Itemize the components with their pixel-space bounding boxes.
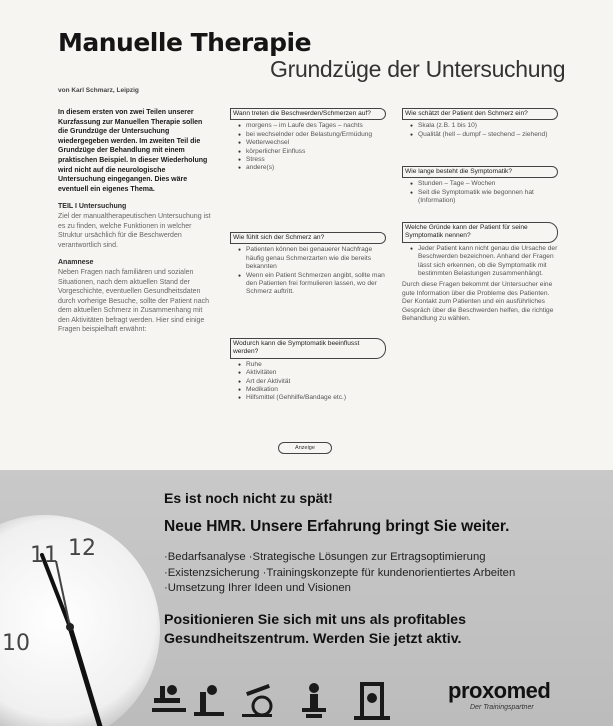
question-box-duration xyxy=(402,166,558,206)
answer-list xyxy=(402,245,558,279)
list-item: ● morgens – im Laufe des Tages – nachts xyxy=(240,122,386,130)
cta-line: Gesundheitszentrum. Werden Sie jetzt aktiv. xyxy=(164,631,462,647)
anamnese-paragraph: Neben Fragen nach familiären und sozialen Situationen, nach dem aktuellen Stand der Vorgeschichte, eventuellen Gesundheitsdaten durch vorherige Besuche, sollte der Patient nach dem aktuellen Schmerz in Zusammenhang mit den Aktivitäten befragt werden. Hier sind einige Fragen beispielhaft erwähnt: xyxy=(58,268,209,334)
cta-line: Positionieren Sie sich mit uns als profitables xyxy=(164,612,466,628)
question-label: Wie schätzt der Patient den Schmerz ein? xyxy=(402,108,558,120)
question-box-influence xyxy=(230,338,386,403)
proxomed-advertisement[interactable] xyxy=(0,470,613,726)
list-item: ● bei wechselnder oder Belastung/Ermüdung xyxy=(240,131,386,139)
question-label: Wie lange besteht die Symptomatik? xyxy=(402,166,558,178)
clock-number-12: 12 xyxy=(68,536,96,561)
answer-list xyxy=(230,361,386,403)
list-item: ● Aktivitäten xyxy=(240,369,386,377)
list-item: ● andere(s) xyxy=(240,164,386,172)
question-box-feel xyxy=(230,232,386,297)
answer-list xyxy=(230,122,386,172)
article-subtitle: Grundzüge der Untersuchung xyxy=(270,56,566,82)
list-item: ● Medikation xyxy=(240,386,386,394)
question-label: Wann treten die Beschwerden/Schmerzen auf? xyxy=(230,108,386,120)
article-byline: von Karl Schmarz, Leipzig xyxy=(58,87,139,94)
question-label: Wie fühlt sich der Schmerz an? xyxy=(230,232,386,244)
proxomed-slogan: Der Trainingspartner xyxy=(470,704,534,711)
anamnese-heading: Anamnese xyxy=(58,259,94,267)
answer-list xyxy=(402,122,558,139)
article-title: Manuelle Therapie xyxy=(58,28,312,57)
list-item: ● Qualität (hell – dumpf – stechend – ziehend) xyxy=(412,131,558,139)
intro-paragraph: In diesem ersten von zwei Teilen unserer Kurzfassung zur Manuellen Therapie sollen die Grundzüge der Untersuchung wiedergegeben werden. Im zweiten Teil die Grundzüge der Behandlung mit einem praktischen Beispiel. In dieser Wiederholung wird nicht auf die neurologische Untersuchung eingegangen. Dies wäre eventuell ein eigenes Thema. xyxy=(58,109,208,193)
ad-bullet: ·Existenzsicherung ·Trainingskonzepte für kundenorientiertes Arbeiten xyxy=(164,566,516,579)
question-label: Welche Gründe kann der Patient für seine Symptomatik nennen? xyxy=(402,222,558,243)
ad-subheadline: Neue HMR. Unsere Erfahrung bringt Sie weiter. xyxy=(164,518,510,535)
list-item: ● Patienten können bei genauerer Nachfrage häufig genau Schmerzarten wie die bereits bekannten xyxy=(240,246,386,271)
part-heading: TEIL I Untersuchung xyxy=(58,203,127,211)
closing-paragraph: Durch diese Fragen bekommt der Untersucher eine gute Information über die Probleme des Patienten. Der Kontakt zum Patienten und ein ausführliches Gespräch über die Beschwerden helfen, die richtige Behandlung zu wählen. xyxy=(402,281,554,323)
list-item: ● körperlicher Einfluss xyxy=(240,148,386,156)
clock-number-10: 10 xyxy=(2,631,30,656)
list-item: ● Stress xyxy=(240,156,386,164)
ad-bullet: ·Umsetzung Ihrer Ideen und Visionen xyxy=(164,582,351,594)
question-label: Wodurch kann die Symptomatik beeinflusst werden? xyxy=(230,338,386,359)
clock-image xyxy=(0,515,160,726)
list-item: ● Wenn ein Patient Schmerzen angibt, sollte man den Patienten frei formulieren lassen, wo der Schmerz auftritt. xyxy=(240,272,386,297)
article-column-left xyxy=(58,108,214,343)
question-box-reasons xyxy=(402,222,558,323)
clock-face-icon xyxy=(0,515,160,726)
list-item: ● Ruhe xyxy=(240,361,386,369)
ad-bullet: ·Bedarfsanalyse ·Strategische Lösungen zur Ertragsoptimierung xyxy=(164,551,486,563)
question-box-rating xyxy=(402,108,558,139)
list-item: ● Hilfsmittel (Gehhilfe/Bandage etc.) xyxy=(240,394,386,402)
list-item: ● Stunden – Tage – Wochen xyxy=(412,180,558,188)
list-item: ● Skala (z.B. 1 bis 10) xyxy=(412,122,558,130)
ad-bullet-list xyxy=(164,550,515,597)
fitness-equipment-icons xyxy=(150,678,430,723)
question-box-when xyxy=(230,108,386,173)
proxomed-logo[interactable]: proxomed xyxy=(448,678,551,703)
clock-number-11: 11 xyxy=(30,543,58,568)
answer-list xyxy=(230,246,386,296)
advert-label: Anzeige xyxy=(278,442,332,454)
list-item: ● Seit die Symptomatik wie begonnen hat (Information) xyxy=(412,189,558,206)
ad-call-to-action xyxy=(164,611,466,649)
ad-headline: Es ist noch nicht zu spät! xyxy=(164,490,333,506)
list-item: ● Art der Aktivität xyxy=(240,378,386,386)
list-item: ● Jeder Patient kann nicht genau die Ursache der Beschwerden bezeichnen. Anhand der Fragen lässt sich erkennen, ob die Symptomatik mit bestimmten Belastungen zusammenhängt. xyxy=(412,245,558,279)
part-paragraph: Ziel der manualtherapeutischen Untersuchung ist es zu finden, welche Funktionen in welcher Struktur ursächlich für die Beschwerden verantwortlich sind. xyxy=(58,212,211,249)
list-item: ● Wetterwechsel xyxy=(240,139,386,147)
answer-list xyxy=(402,180,558,205)
